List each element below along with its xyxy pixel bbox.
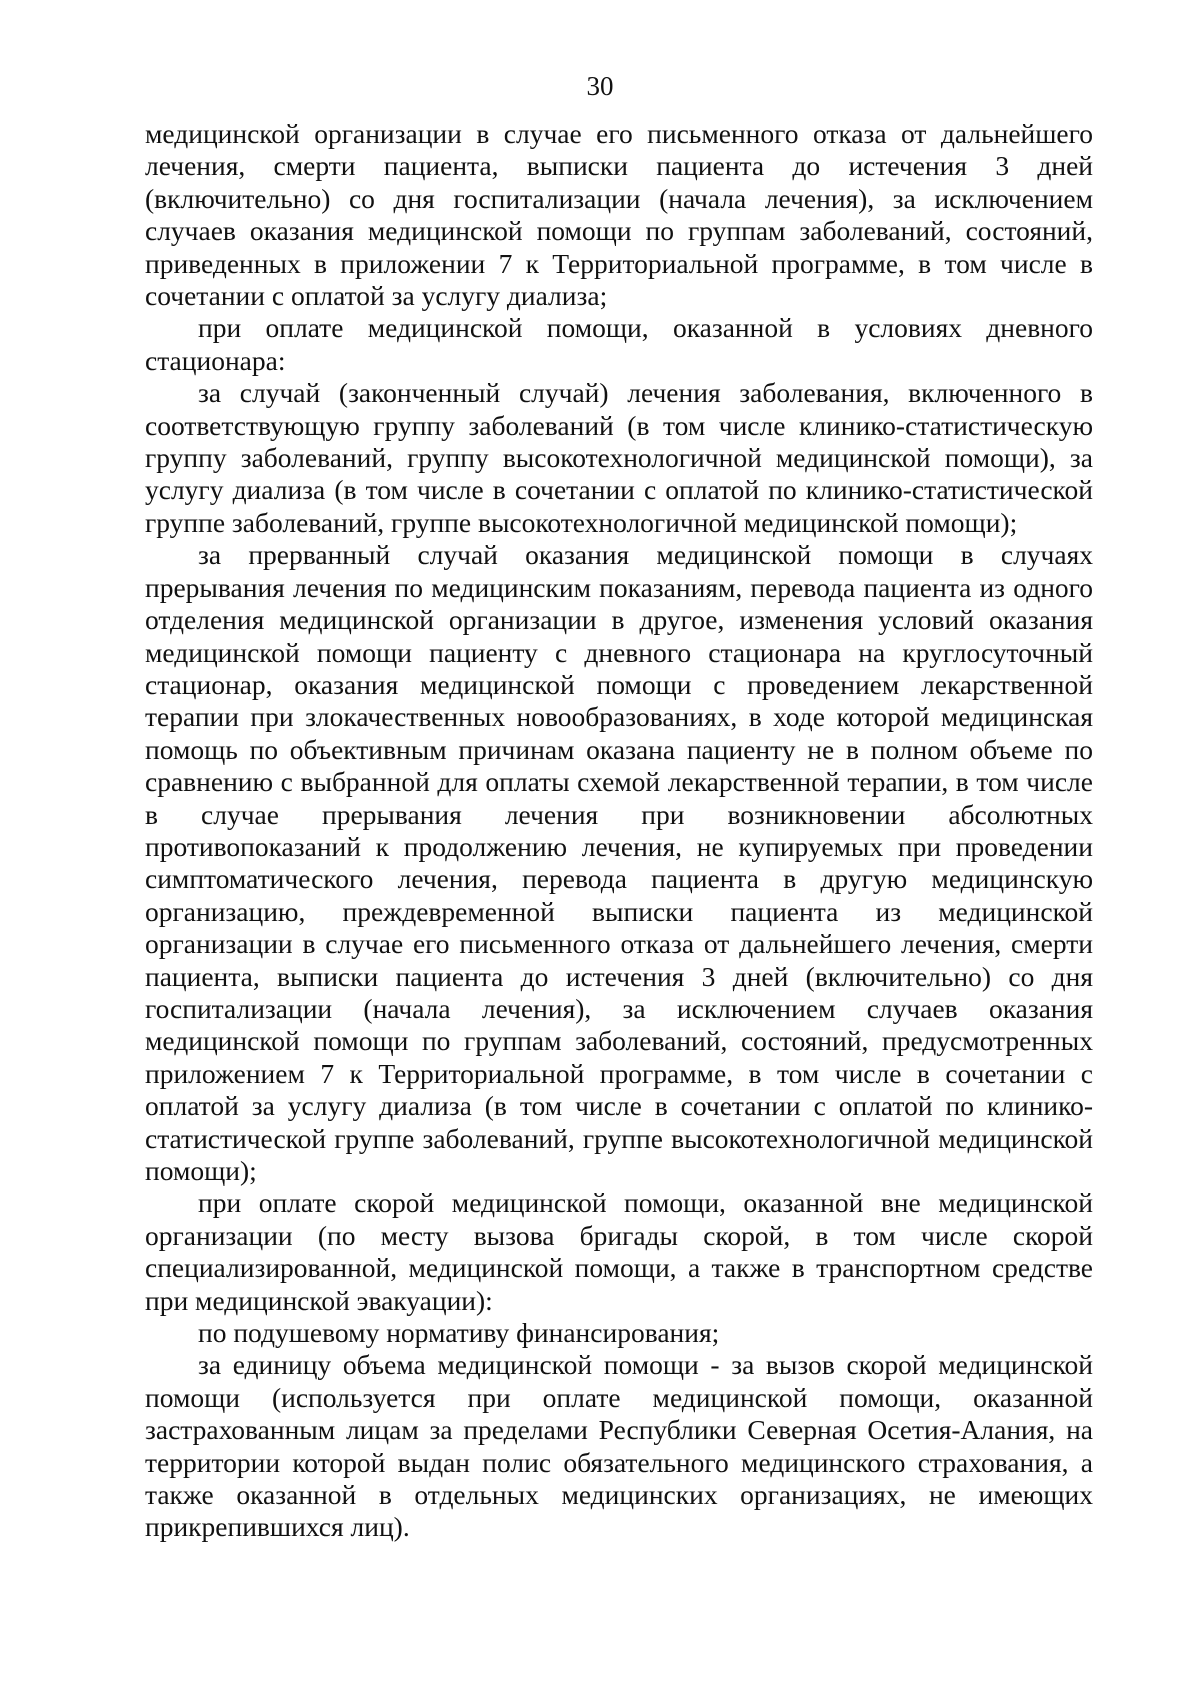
paragraph-completed-case: за случай (законченный случай) лечения заболевания, включенного в соответствующую группу заболеваний (в том числе клинико-статистическую группу заболеваний, группу высокотехнологичной медицинской помощи), за услугу диализа (в том числе в сочетании с оплатой по клинико-статистической группе заболеваний, группе высокотехнологичной медицинской помощи); [145,377,1093,538]
paragraph-unit-of-volume: за единицу объема медицинской помощи - за вызов скорой медицинской помощи (используется при оплате медицинской помощи, оказанной застрахованным лицам за пределами Республики Северная Осетия-Алания, на территории которой выдан полис обязательного медицинского страхования, а также оказанной в отдельных медицинских организациях, не имеющих прикрепившихся лиц). [145,1349,1093,1543]
body-text [145,118,1093,1544]
paragraph-day-hospital-intro: при оплате медицинской помощи, оказанной в условиях дневного стационара: [145,312,1093,376]
page-number: 30 [586,71,614,101]
paragraph-interrupted-case: за прерванный случай оказания медицинской помощи в случаях прерывания лечения по медицинским показаниям, перевода пациента из одного отделения медицинской организации в другое, изменения условий оказания медицинской помощи пациенту с дневного стационара на круглосуточный стационар, оказания медицинской помощи с проведением лекарственной терапии при злокачественных новообразованиях, в ходе которой медицинская помощь по объективным причинам оказана пациенту не в полном объеме по сравнению с выбранной для оплаты схемой лекарственной терапии, в том числе в случае прерывания лечения при возникновении абсолютных противопоказаний к продолжению лечения, не купируемых при проведении симптоматического лечения, перевода пациента в другую медицинскую организацию, преждевременной выписки пациента из медицинской организации в случае его письменного отказа от дальнейшего лечения, смерти пациента, выписки пациента до истечения 3 дней (включительно) со дня госпитализации (начала лечения), за исключением случаев оказания медицинской помощи по группам заболеваний, состояний, предусмотренных приложением 7 к Территориальной программе, в том числе в сочетании с оплатой за услугу диализа (в том числе в сочетании с оплатой по клинико-статистической группе заболеваний, группе высокотехнологичной медицинской помощи); [145,539,1093,1186]
paragraph-emergency-care: при оплате скорой медицинской помощи, оказанной вне медицинской организации (по месту вызова бригады скорой, в том числе скорой специализированной, медицинской помощи, а также в транспортном средстве при медицинской эвакуации): [145,1187,1093,1316]
paragraph-per-capita: по подушевому нормативу финансирования; [198,1317,720,1349]
paragraph-continuation: медицинской организации в случае его письменного отказа от дальнейшего лечения, смерти пациента, выписки пациента до истечения 3 дней (включительно) со дня госпитализации (начала лечения), за исключением случаев оказания медицинской помощи по группам заболеваний, состояний, приведенных в приложении 7 к Территориальной программе, в том числе в сочетании с оплатой за услугу диализа; [145,118,1093,312]
